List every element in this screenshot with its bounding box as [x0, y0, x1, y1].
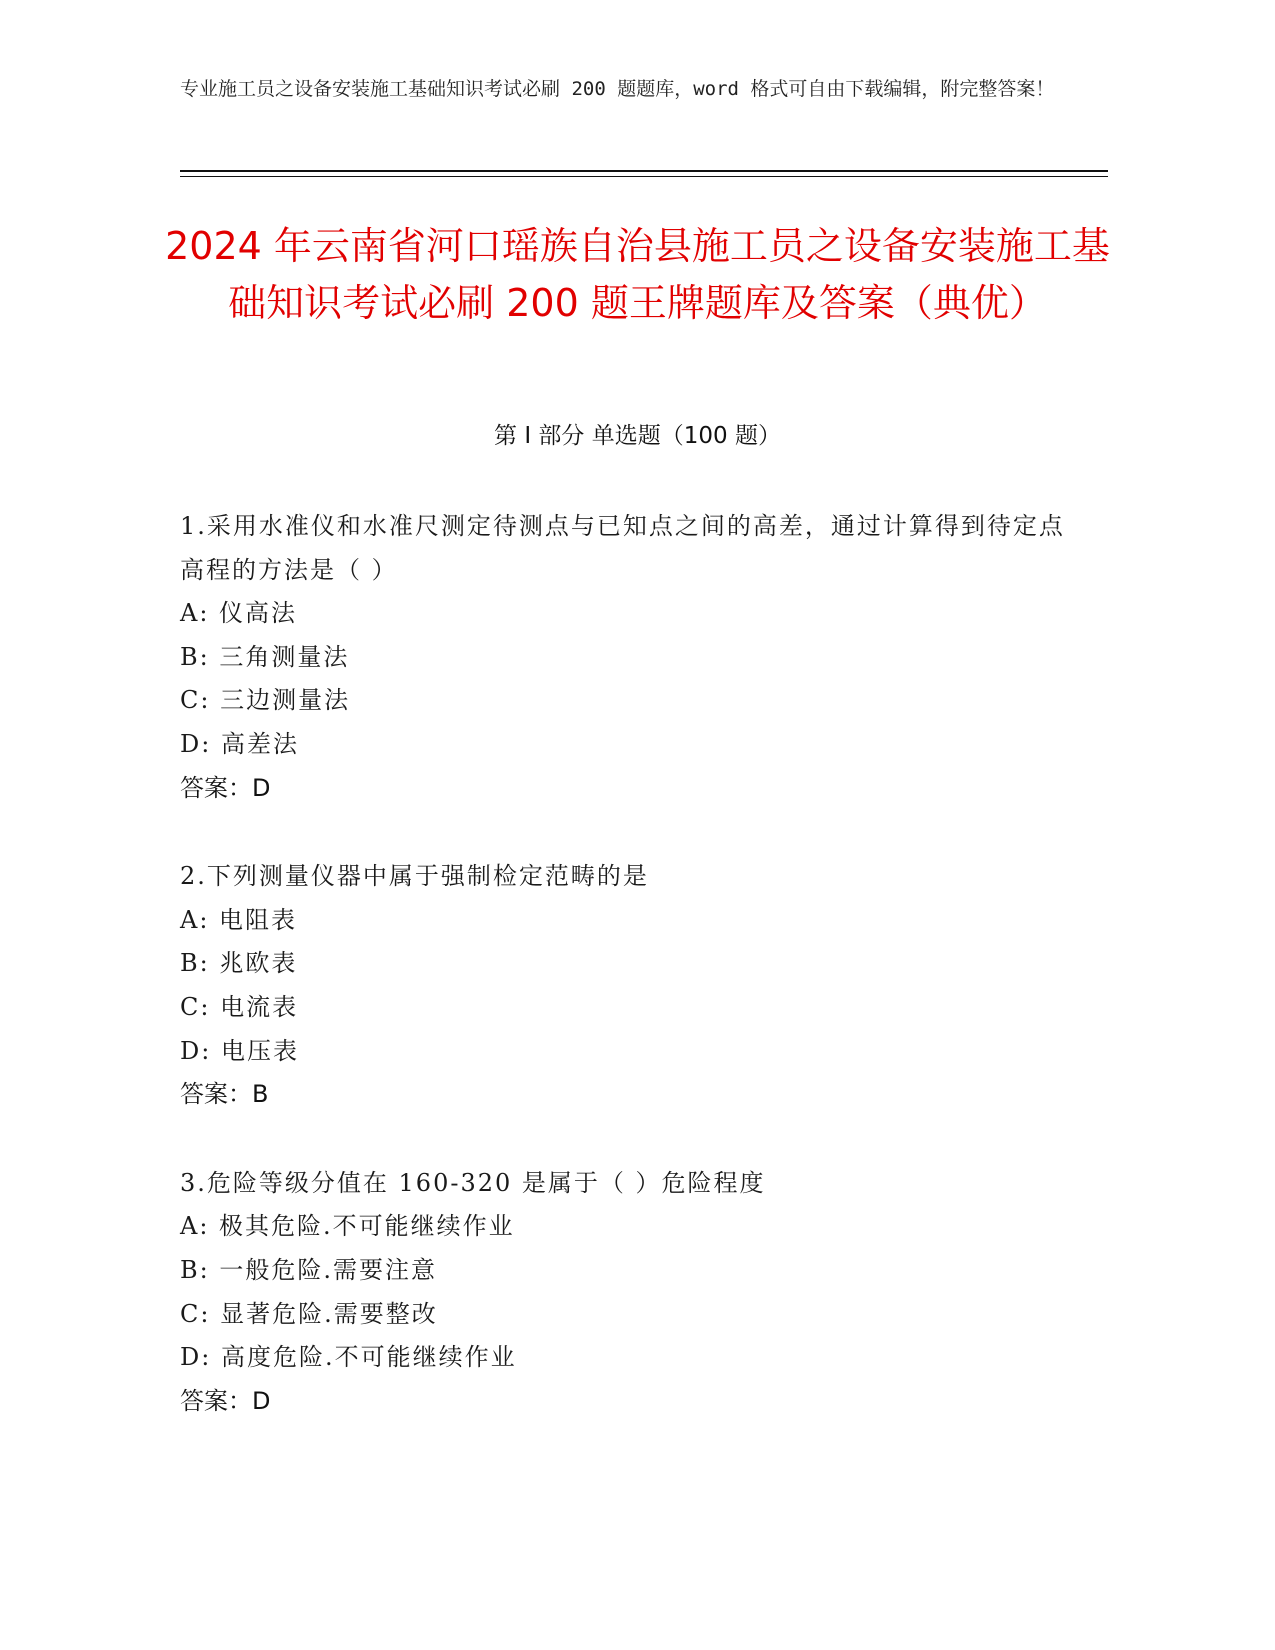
header-note: 专业施工员之设备安装施工基础知识考试必刷 200 题题库，word 格式可自由下载编辑，附完整答案！: [180, 78, 1055, 100]
option-a: A: 仪高法: [180, 599, 298, 628]
option-b: B: 三角测量法: [180, 642, 350, 671]
question-3: [180, 1162, 1080, 1424]
question-stem: 1.采用水准仪和水准尺测定待测点与已知点之间的高差，通过计算得到待定点高程的方法是（ ）: [180, 512, 1065, 584]
question-list: [180, 505, 1080, 1468]
option-b: B: 一般危险.需要注意: [180, 1255, 437, 1284]
option-c: C: 电流表: [180, 992, 299, 1021]
header-divider-thin: [180, 176, 1108, 177]
question-1: [180, 505, 1080, 810]
option-d: D: 高差法: [180, 729, 299, 758]
answer: 答案：D: [180, 1386, 271, 1415]
option-c: C: 显著危险.需要整改: [180, 1299, 438, 1328]
question-2: [180, 855, 1080, 1117]
option-a: A: 极其危险.不可能继续作业: [180, 1212, 515, 1241]
option-c: C: 三边测量法: [180, 686, 351, 715]
answer: 答案：D: [180, 773, 271, 802]
option-a: A: 电阻表: [180, 905, 298, 934]
option-d: D: 电压表: [180, 1036, 299, 1065]
option-d: D: 高度危险.不可能继续作业: [180, 1343, 517, 1372]
question-stem: 3.危险等级分值在 160-320 是属于（ ）危险程度: [180, 1168, 766, 1197]
option-b: B: 兆欧表: [180, 949, 298, 978]
section-heading: 第 I 部分 单选题（100 题）: [494, 423, 781, 449]
answer: 答案：B: [180, 1080, 269, 1109]
header-divider-thick: [180, 170, 1108, 172]
document-title: 2024 年云南省河口瑶族自治县施工员之设备安装施工基础知识考试必刷 200 题王牌题库及答案（典优）: [165, 224, 1110, 325]
question-stem: 2.下列测量仪器中属于强制检定范畴的是: [180, 862, 649, 891]
